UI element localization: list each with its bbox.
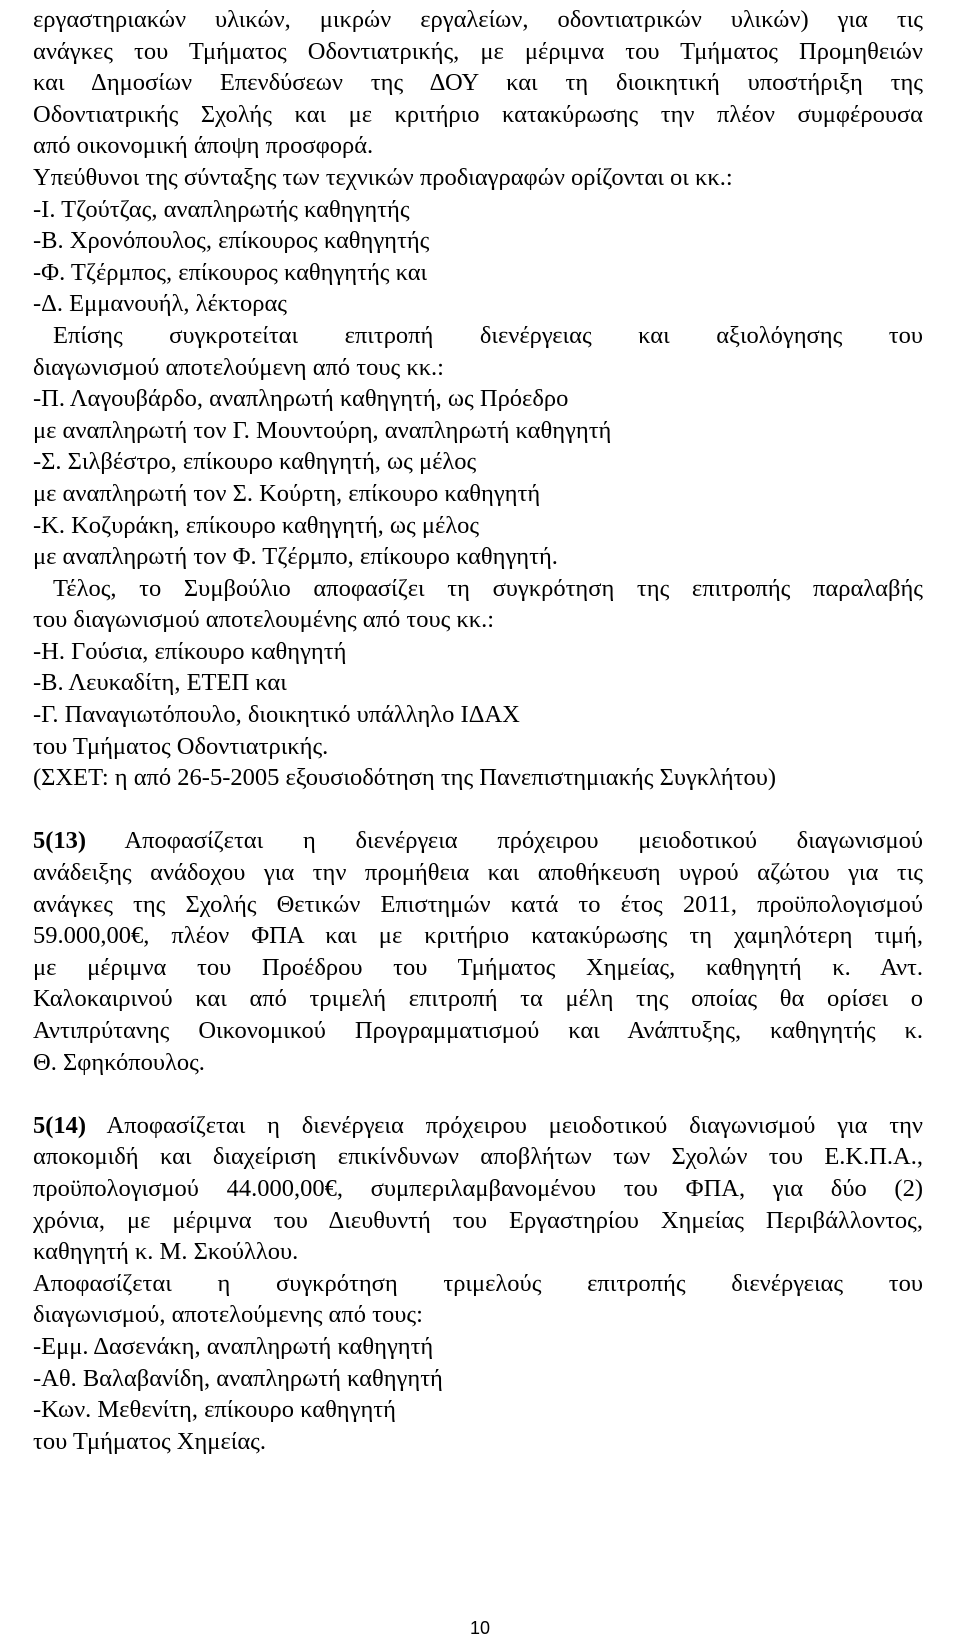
line-text: με αναπληρωτή τον Γ. Μουντούρη, αναπληρωτή καθηγητή [33,416,612,444]
text-line [33,1426,923,1458]
text-line [33,130,923,162]
line-text: -Π. Λαγουβάρδο, αναπληρωτή καθηγητή, ως Πρόεδρο [33,385,569,413]
line-text: ανάγκες του Τμήματος Οδοντιατρικής, με μέριμνα του Τμήματος Προμηθειών [33,37,923,65]
text-line [33,1141,923,1173]
text-line [33,762,923,794]
line-text: -Β. Χρονόπουλος, επίκουρος καθηγητής [33,227,430,255]
paragraph-gap [33,794,923,826]
line-text: -Αθ. Βαλαβανίδη, αναπληρωτή καθηγητή [33,1364,443,1392]
line-text: Επίσης συγκροτείται επιτροπή διενέργειας και αξιολόγησης του [53,321,923,349]
text-line [33,1236,923,1268]
line-text: Αποφασίζεται η διενέργεια πρόχειρου μειοδοτικού διαγωνισμού για την [86,1111,923,1139]
line-text: Αντιπρύτανης Οικονομικού Προγραμματισμού και Ανάπτυξης, καθηγητής κ. [33,1017,923,1044]
line-text: Αποφασίζεται η συγκρότηση τριμελούς επιτροπής διενέργειας του [33,1269,923,1297]
text-line [33,225,923,257]
line-text: ανάγκες της Σχολής Θετικών Επιστημών κατά το έτος 2011, προϋπολογισμού [33,890,923,918]
text-line [33,1110,923,1142]
line-text: διαγωνισμού, αποτελούμενης από τους: [33,1301,423,1329]
text-line [33,1173,923,1205]
line-text: -Εμμ. Δασενάκη, αναπληρωτή καθηγητή [33,1332,434,1360]
text-line [33,699,923,731]
text-line [33,1394,923,1426]
text-line [33,1205,923,1237]
text-line [33,1268,923,1300]
line-text: διαγωνισμού αποτελούμενη από τους κκ.: [33,353,444,381]
line-text: χρόνια, με μέριμνα του Διευθυντή του Εργαστηρίου Χημείας Περιβάλλοντος, [33,1206,923,1234]
text-line [33,415,923,447]
text-line [33,667,923,699]
line-text: με αναπληρωτή τον Σ. Κούρτη, επίκουρο καθηγητή [33,479,541,507]
line-text: Τέλος, το Συμβούλιο αποφασίζει τη συγκρότηση της επιτροπής παραλαβής [53,574,923,602]
text-line [33,1331,923,1363]
line-text: -Η. Γούσια, επίκουρο καθηγητή [33,637,347,665]
text-line [33,383,923,415]
line-text: ανάδειξης ανάδοχου για την προμήθεια και αποθήκευση υγρού αζώτου για τις [33,859,923,887]
text-line [33,573,923,605]
text-line [33,636,923,668]
line-text: αποκομιδή και διαχείριση επικίνδυνων αποβλήτων των Σχολών του Ε.Κ.Π.Α., [33,1143,923,1171]
line-text: -Ι. Τζούτζας, αναπληρωτής καθηγητής [33,195,410,223]
text-line [33,288,923,320]
line-text: και Δημοσίων Επενδύσεων της ΔΟΥ και τη διοικητική υποστήριξη της [33,69,923,97]
item-number: 5(13) [33,827,87,855]
text-line [33,983,923,1015]
line-text: από οικονομική άποψη προσφορά. [33,132,374,160]
text-line [33,1363,923,1395]
text-line [33,194,923,226]
line-text: Θ. Σφηκόπουλος. [33,1048,205,1076]
text-line [33,920,923,952]
text-line [33,1047,923,1079]
line-text: (ΣΧΕΤ: η από 26-5-2005 εξουσιοδότηση της Πανεπιστημιακής Συγκλήτου) [33,764,776,792]
paragraph-gap [33,1078,923,1110]
text-line [33,604,923,636]
text-line [33,1015,923,1047]
line-text: -Φ. Τζέρμπος, επίκουρος καθηγητής και [33,258,428,286]
line-text: του Τμήματος Οδοντιατρικής. [33,732,329,760]
text-line [33,320,923,352]
line-text: Καλοκαιρινού και από τριμελή επιτροπή τα μέλη της οποίας θα ορίσει ο [33,985,923,1013]
text-line [33,731,923,763]
text-line [33,1299,923,1331]
line-text: -Γ. Παναγιωτόπουλο, διοικητικό υπάλληλο ΙΔΑΧ [33,701,520,729]
line-text: Αποφασίζεται η διενέργεια πρόχειρου μειοδοτικού διαγωνισμού [86,827,923,855]
line-text: 59.000,00€, πλέον ΦΠΑ και με κριτήριο κατακύρωσης τη χαμηλότερη τιμή, [33,922,923,950]
line-text: του διαγωνισμού αποτελουμένης από τους κκ.: [33,606,495,634]
line-text: -Κων. Μεθενίτη, επίκουρο καθηγητή [33,1396,396,1424]
text-line [33,825,923,857]
line-text: του Τμήματος Χημείας. [33,1427,266,1455]
text-line [33,67,923,99]
line-text: με μέριμνα του Προέδρου του Τμήματος Χημείας, καθηγητή κ. Αντ. [33,953,923,981]
line-text: εργαστηριακών υλικών, μικρών εργαλείων, οδοντιατρικών υλικών) για τις [33,6,923,33]
text-line [33,36,923,68]
text-line [33,952,923,984]
text-line [33,478,923,510]
item-number: 5(14) [33,1111,87,1139]
line-text: προϋπολογισμού 44.000,00€, συμπεριλαμβανομένου του ΦΠΑ, για δύο (2) [33,1174,923,1202]
document-body [33,4,923,1457]
line-text: -Β. Λευκαδίτη, ΕΤΕΠ και [33,669,287,697]
text-line [33,352,923,384]
text-line [33,541,923,573]
text-line [33,162,923,194]
text-line [33,4,923,36]
text-line [33,257,923,289]
line-text: Οδοντιατρικής Σχολής και με κριτήριο κατακύρωσης την πλέον συμφέρουσα [33,100,923,128]
text-line [33,510,923,542]
text-line [33,446,923,478]
line-text: -Σ. Σιλβέστρο, επίκουρο καθηγητή, ως μέλος [33,448,477,476]
page-number: 10 [469,1618,491,1638]
line-text: Υπεύθυνοι της σύνταξης των τεχνικών προδιαγραφών ορίζονται οι κκ.: [33,163,733,191]
text-line [33,99,923,131]
line-text: καθηγητή κ. Μ. Σκούλλου. [33,1238,299,1266]
text-line [33,889,923,921]
text-line [33,857,923,889]
line-text: -Κ. Κοζυράκη, επίκουρο καθηγητή, ως μέλος [33,511,480,539]
line-text: -Δ. Εμμανουήλ, λέκτορας [33,290,288,318]
line-text: με αναπληρωτή τον Φ. Τζέρμπο, επίκουρο καθηγητή. [33,543,558,571]
